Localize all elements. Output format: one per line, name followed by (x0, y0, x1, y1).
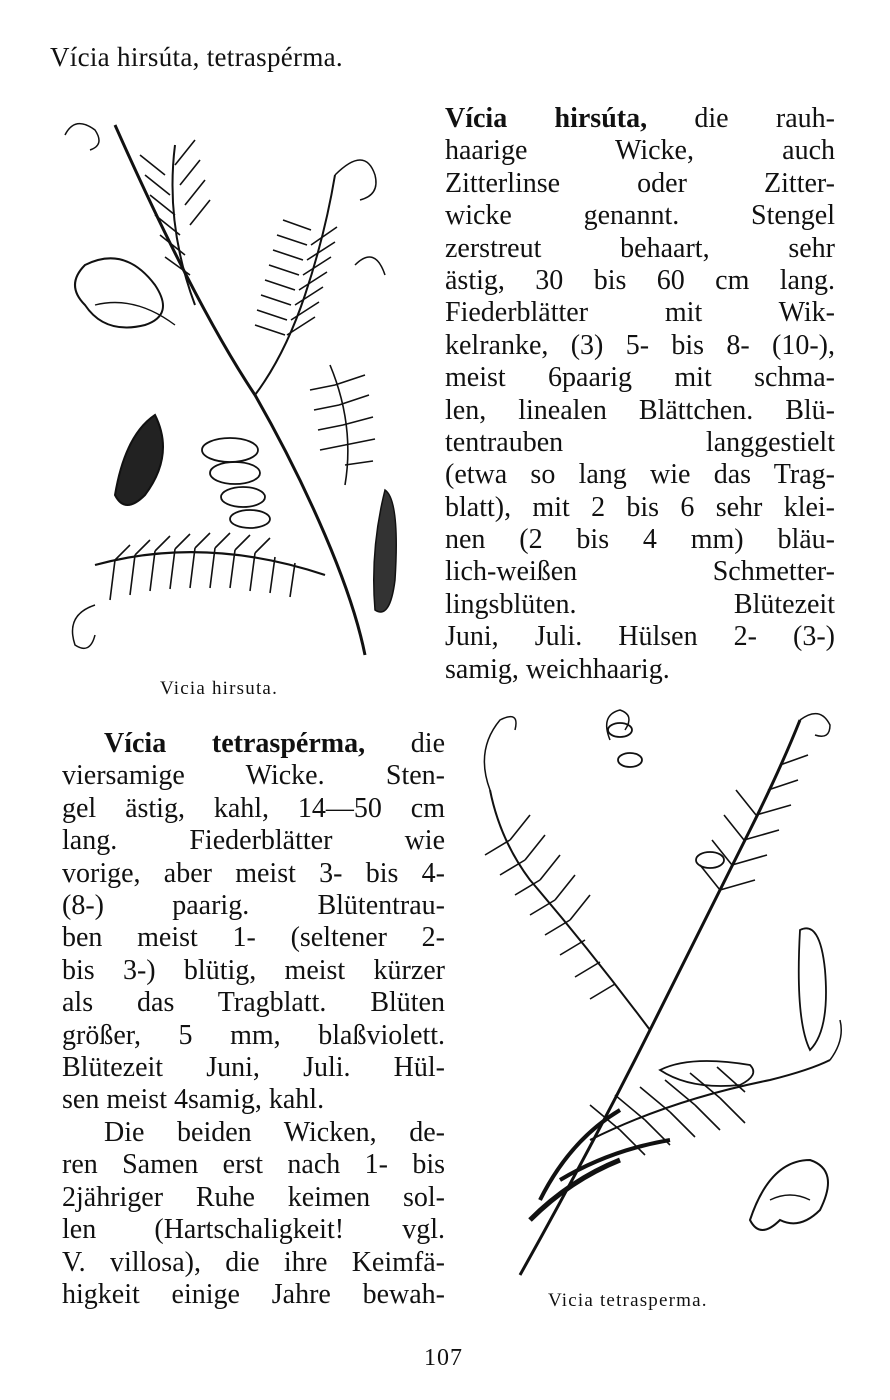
text-line: Die beiden Wicken, de- (104, 1117, 445, 1148)
text-line: wicke genannt. Stengel (445, 200, 835, 232)
text-line: Fiederblätter mit Wik- (445, 297, 835, 329)
vicia-hirsuta-illustration (55, 105, 425, 665)
text-line: V. villosa), die ihre Keimfä- (62, 1246, 445, 1278)
description-vicia-hirsuta (445, 103, 835, 686)
text-line: bis 3-) blütig, meist kürzer (62, 954, 445, 986)
text-line: samig, weichhaarig. (445, 653, 670, 685)
text-line: ben meist 1- (seltener 2- (62, 922, 445, 954)
page-number: 107 (424, 1345, 463, 1371)
text-line: Juni, Juli. Hülsen 2- (3-) (445, 621, 835, 653)
text-line: blatt), mit 2 bis 6 sehr klei- (445, 491, 835, 523)
text-line: als das Tragblatt. Blüten (62, 987, 445, 1019)
text-line: (etwa so lang wie das Trag- (445, 459, 835, 491)
text-line: haarige Wicke, auch (445, 135, 835, 167)
text-line: zerstreut behaart, sehr (445, 232, 835, 264)
figure-caption: Vicia tetrasperma. (548, 1290, 708, 1311)
description-vicia-tetrasperma (62, 728, 445, 1117)
text-line: lang. Fiederblätter wie (62, 825, 445, 857)
text-line: len, linealen Blättchen. Blü- (445, 394, 835, 426)
text-line: Blütezeit Juni, Juli. Hül- (62, 1051, 445, 1083)
text-line: lingsblüten. Blütezeit (445, 588, 835, 620)
text-line: lich-weißen Schmetter- (445, 556, 835, 588)
text-line: higkeit einige Jahre bewah- (62, 1278, 445, 1310)
text-line: vorige, aber meist 3- bis 4- (62, 857, 445, 889)
figure-caption: Vicia hirsuta. (160, 678, 279, 699)
page-header: Vícia hirsúta, tetraspérma. (50, 42, 343, 72)
text-line: ästig, 30 bis 60 cm lang. (445, 264, 835, 296)
text-line: (8-) paarig. Blütentrau- (62, 889, 445, 921)
text-line: kelranke, (3) 5- bis 8- (10-), (445, 329, 835, 361)
text-line: Zitterlinse oder Zitter- (445, 167, 835, 199)
text-line: tentrauben langgestielt (445, 426, 835, 458)
text-line: viersamige Wicke. Sten- (62, 760, 445, 792)
text-line: 2jähriger Ruhe keimen sol- (62, 1181, 445, 1213)
text-line: die rauh- (647, 103, 835, 134)
text-line: meist 6paarig mit schma- (445, 362, 835, 394)
species-name: Vícia tetraspérma, (104, 728, 366, 759)
text-line: nen (2 bis 4 mm) bläu- (445, 524, 835, 556)
description-note (62, 1117, 445, 1311)
vicia-tetrasperma-illustration (470, 700, 845, 1285)
text-line: die (365, 728, 445, 759)
text-line: len (Hartschaligkeit! vgl. (62, 1214, 445, 1246)
text-line: ren Samen erst nach 1- bis (62, 1149, 445, 1181)
text-line: größer, 5 mm, blaßviolett. (62, 1019, 445, 1051)
text-line: sen meist 4samig, kahl. (62, 1084, 325, 1116)
text-line: gel ästig, kahl, 14—50 cm (62, 792, 445, 824)
species-name: Vícia hirsúta, (445, 103, 648, 134)
